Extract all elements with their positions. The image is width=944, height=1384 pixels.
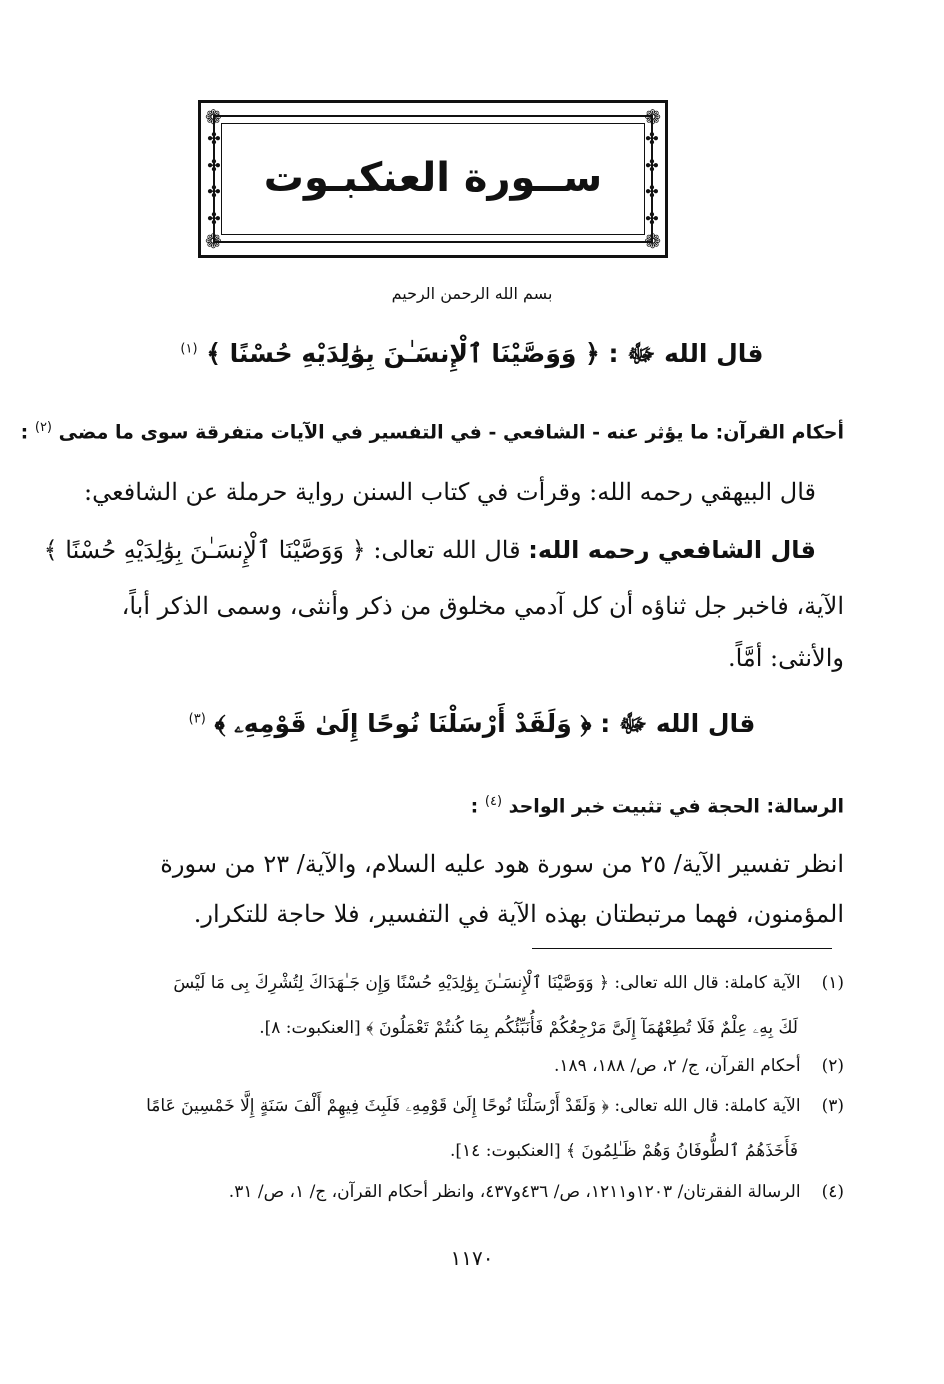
vine-ornament-icon: ✤ bbox=[645, 155, 659, 175]
footnote-text: أحكام القرآن، ج/ ٢، ص/ ١٨٨، ١٨٩. bbox=[553, 1056, 801, 1076]
corner-ornament-icon: ❁ bbox=[644, 105, 661, 129]
heading-colon: : bbox=[470, 795, 479, 818]
vine-ornament-icon: ✤ bbox=[207, 155, 221, 175]
basmala: بسم الله الرحمن الرحيم bbox=[391, 284, 553, 303]
footnote-separator bbox=[532, 948, 832, 949]
quoted-ayah: قال الله تعالى: ﴿ وَوَصَّيْنَا ٱلْإِنسَـٰنَ بِوَٰلِدَيْهِ حُسْنًا ﴾ bbox=[43, 536, 521, 564]
paragraph-line: الآية، فاخبر جل ثناؤه أن كل آدمي مخلوق من ذكر وأنثى، وسمى الذكر أباً، bbox=[121, 592, 844, 620]
corner-ornament-icon: ❁ bbox=[205, 105, 222, 129]
vine-ornament-icon: ✤ bbox=[207, 208, 221, 228]
surah-title: ســورة العنكبـوت bbox=[263, 155, 603, 201]
footnote-text: الرسالة الفقرتان/ ١٢٠٣و١٢١١، ص/ ٤٣٦و٤٣٧، وانظر أحكام القرآن، ج/ ١، ص/ ٣١. bbox=[228, 1182, 801, 1202]
footnote-text: الآية كاملة: قال الله تعالى: ﴿ وَلَقَدْ أَرْسَلْنَا نُوحًا إِلَىٰ قَوْمِهِۦ فَلَبِثَ فِيهِمْ أَلْفَ سَنَةٍ إِلَّا خَمْسِينَ عَامًا bbox=[146, 1096, 801, 1116]
vine-ornament-icon: ✤ bbox=[207, 182, 221, 202]
footnote-number: (٤) bbox=[821, 1182, 844, 1202]
footnote-1 bbox=[100, 972, 844, 993]
footnote-number: (٣) bbox=[821, 1096, 844, 1116]
paragraph-line bbox=[43, 536, 816, 564]
vine-ornament-icon: ✤ bbox=[645, 182, 659, 202]
heading-colon: : bbox=[20, 421, 29, 444]
ayah-text: قال الله ﷻ : ﴿ وَوَصَّيْنَا ٱلْإِنسَـٰنَ بِوَٰلِدَيْهِ حُسْنًا ﴾ bbox=[206, 339, 764, 368]
corner-ornament-icon: ❁ bbox=[644, 229, 661, 253]
footnote-text: الآية كاملة: قال الله تعالى: ﴿ وَوَصَّيْنَا ٱلْإِنسَـٰنَ بِوَٰلِدَيْهِ حُسْنًا وَإِن جَـٰهَدَاكَ لِتُشْرِكَ بِى مَا لَيْسَ bbox=[173, 973, 801, 993]
footnote-4 bbox=[100, 1182, 844, 1202]
footnote-ref: (١) bbox=[180, 341, 198, 357]
corner-ornament-icon: ❁ bbox=[205, 229, 222, 253]
footnote-ref: (٣) bbox=[188, 711, 206, 727]
paragraph-line: انظر تفسير الآية/ ٢٥ من سورة هود عليه السلام، والآية/ ٢٣ من سورة bbox=[160, 850, 844, 878]
source-heading-text: الرسالة: الحجة في تثبيت خبر الواحد bbox=[508, 795, 844, 818]
bold-speaker: قال الشافعي رحمه الله: bbox=[528, 536, 816, 564]
surah-title-frame bbox=[198, 100, 668, 258]
ayah-heading-2 bbox=[120, 708, 824, 745]
ayah-text: قال الله ﷻ : ﴿ وَلَقَدْ أَرْسَلْنَا نُوحًا إِلَىٰ قَوْمِهِۦ ﴾ bbox=[214, 709, 756, 738]
ayah-heading-1 bbox=[120, 338, 824, 375]
source-heading-text: أحكام القرآن: ما يؤثر عنه - الشافعي - في التفسير في الآيات متفرقة سوى ما مضى bbox=[58, 421, 844, 444]
page-number: ١١٧٠ bbox=[450, 1246, 494, 1270]
footnote-1-continued: لَكَ بِهِۦ عِلْمٌ فَلَا تُطِعْهُمَآ إِلَىَّ مَرْجِعُكُمْ فَأُنَبِّئُكُم بِمَا كُنتُمْ تَعْمَلُونَ ﴾ [العنكبوت: ٨]. bbox=[259, 1018, 798, 1038]
footnote-ref: (٤) bbox=[484, 794, 503, 809]
footnote-number: (٢) bbox=[821, 1056, 844, 1076]
footnote-2 bbox=[100, 1056, 844, 1076]
paragraph-line: المؤمنون، فهما مرتبطتان بهذه الآية في التفسير، فلا حاجة للتكرار. bbox=[193, 900, 844, 928]
footnote-3 bbox=[100, 1096, 844, 1116]
source-heading-1 bbox=[20, 420, 844, 444]
vine-ornament-icon: ✤ bbox=[645, 129, 659, 148]
footnote-ref: (٢) bbox=[34, 420, 52, 435]
footnote-3-continued: فَأَخَذَهُمُ ٱلطُّوفَانُ وَهُمْ ظَـٰلِمُونَ ﴾ [العنكبوت: ١٤]. bbox=[450, 1141, 798, 1161]
source-heading-2 bbox=[90, 794, 844, 817]
paragraph-line: والأنثى: أمَّاً. bbox=[727, 644, 844, 672]
footnote-number: (١) bbox=[821, 973, 844, 993]
vine-ornament-icon: ✤ bbox=[645, 208, 659, 228]
vine-ornament-icon: ✤ bbox=[207, 129, 221, 148]
paragraph-line: قال البيهقي رحمه الله: وقرأت في كتاب السنن رواية حرملة عن الشافعي: bbox=[84, 478, 816, 506]
